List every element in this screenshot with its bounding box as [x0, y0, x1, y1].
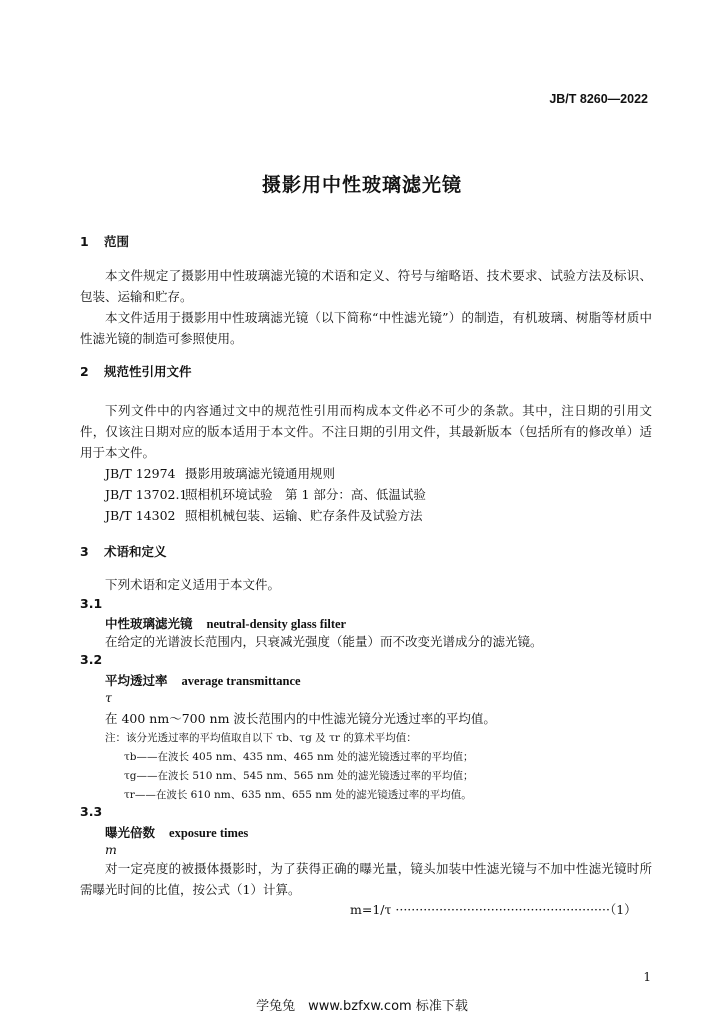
term-3-1-definition: 在给定的光谱波长范围内，只衰减光强度（能量）而不改变光谱成分的滤光镜。 — [105, 634, 543, 649]
term-3-3-chinese: 曝光倍数 — [105, 825, 156, 840]
section-1-heading — [80, 232, 129, 250]
term-3-2-number: 3.2 — [80, 652, 103, 667]
term-3-3-symbol: m — [105, 842, 117, 857]
standard-number: JB/T 8260—2022 — [549, 92, 648, 106]
section-1-paragraph-1: 本文件规定了摄影用中性玻璃滤光镜的术语和定义、符号与缩略语、技术要求、试验方法及标识、包装、运输和贮存。 — [80, 268, 652, 304]
term-3-2-symbol: τ — [105, 690, 112, 705]
section-2-number: 2 — [80, 364, 89, 379]
section-1-number: 1 — [80, 234, 89, 249]
term-3-1-number: 3.1 — [80, 596, 103, 611]
reference-title: 摄影用玻璃滤光镜通用规则 — [185, 466, 336, 481]
note-item: τr——在波长 610 nm、635 nm、655 nm 处的滤光镜透过率的平均值。 — [124, 789, 472, 801]
reference-item — [105, 464, 335, 482]
term-3-2-definition: 在 400 nm～700 nm 波长范围内的中性滤光镜分光透过率的平均值。 — [105, 711, 496, 726]
term-3-2-chinese: 平均透过率 — [105, 673, 168, 688]
reference-item — [105, 506, 423, 524]
page-number: 1 — [643, 970, 651, 984]
reference-item — [105, 485, 426, 503]
term-3-2 — [105, 671, 301, 689]
term-3-3-english: exposure times — [169, 826, 249, 840]
term-3-1 — [105, 614, 346, 632]
section-2-title: 规范性引用文件 — [104, 364, 192, 379]
section-2-heading — [80, 362, 192, 380]
term-3-3 — [105, 823, 248, 841]
section-3-heading — [80, 542, 167, 560]
term-3-3-definition: 对一定亮度的被摄体摄影时，为了获得正确的曝光量，镜头加装中性滤光镜与不加中性滤光镜时所需曝光时间的比值，按公式（1）计算。 — [80, 861, 652, 897]
section-3-intro: 下列术语和定义适用于本文件。 — [105, 577, 281, 592]
footer-watermark: 学兔兔 www.bzfxw.com 标准下载 — [256, 999, 468, 1014]
term-3-2-english: average transmittance — [181, 674, 301, 688]
section-1-title: 范围 — [104, 234, 130, 249]
reference-title: 照相机环境试验 第 1 部分：高、低温试验 — [185, 487, 426, 502]
document-title: 摄影用中性玻璃滤光镜 — [261, 174, 462, 196]
reference-code: JB/T 12974 — [105, 466, 176, 481]
section-3-title: 术语和定义 — [104, 544, 167, 559]
section-2-paragraph-1: 下列文件中的内容通过文中的规范性引用而构成本文件必不可少的条款。其中，注日期的引用文件，仅该注日期对应的版本适用于本文件。不注日期的引用文件，其最新版本（包括所有的修改单）适用于本文件。 — [80, 403, 652, 460]
term-3-2-note: 注：该分光透过率的平均值取自以下 τb、τg 及 τr 的算术平均值： — [105, 732, 417, 744]
reference-title: 照相机械包装、运输、贮存条件及试验方法 — [185, 508, 423, 523]
note-item: τg——在波长 510 nm、545 nm、565 nm 处的滤光镜透过率的平均值； — [124, 770, 474, 782]
reference-code: JB/T 13702.1 — [105, 487, 188, 502]
section-1-paragraph-2: 本文件适用于摄影用中性玻璃滤光镜（以下简称“中性滤光镜”）的制造，有机玻璃、树脂等材质中性滤光镜的制造可参照使用。 — [80, 310, 652, 346]
reference-code: JB/T 14302 — [105, 508, 176, 523]
term-3-1-english: neutral-density glass filter — [206, 617, 347, 631]
formula-1: m=1/τ ······················································（1） — [350, 902, 637, 917]
term-3-3-number: 3.3 — [80, 804, 103, 819]
note-item: τb——在波长 405 nm、435 nm、465 nm 处的滤光镜透过率的平均值； — [124, 751, 474, 763]
term-3-1-chinese: 中性玻璃滤光镜 — [105, 616, 193, 631]
section-3-number: 3 — [80, 544, 89, 559]
